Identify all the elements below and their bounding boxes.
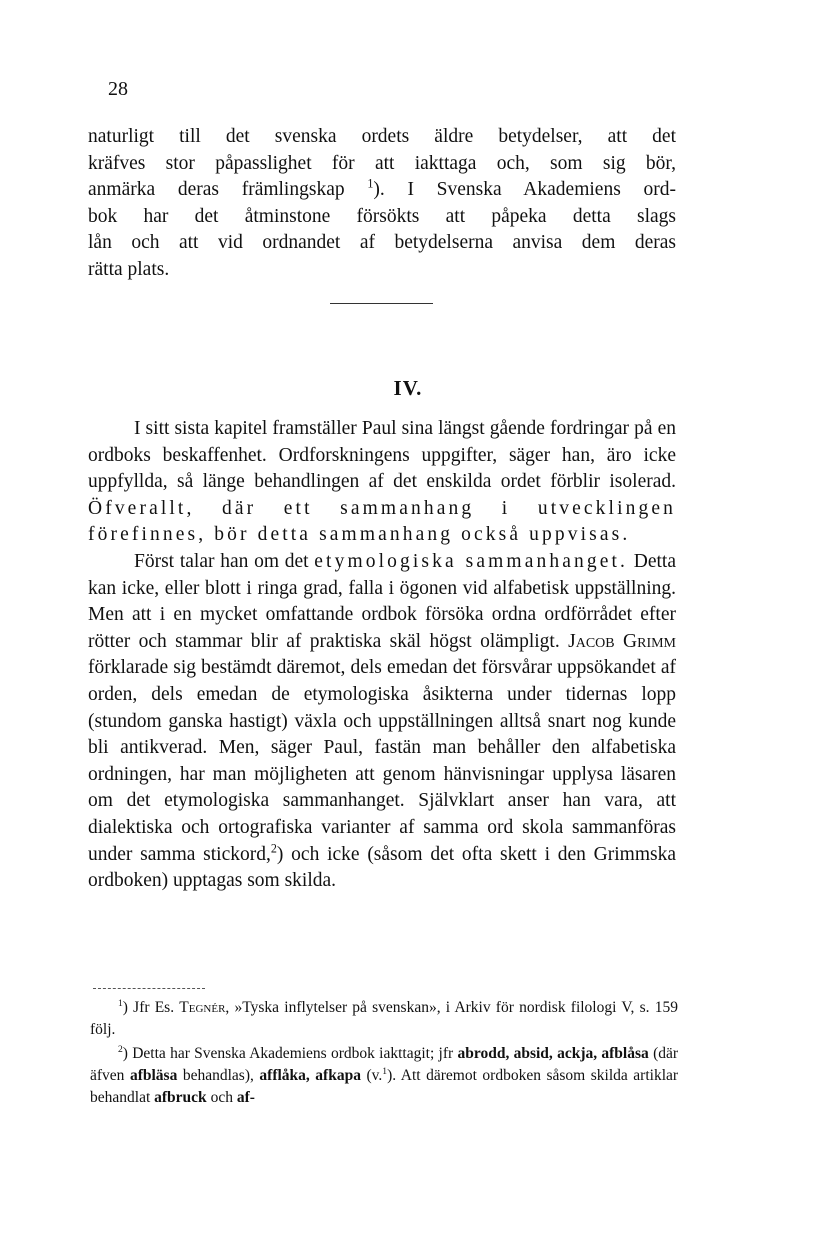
- footnote-2-bold-4: afbruck: [154, 1089, 207, 1106]
- footnote-2-text-f: och: [210, 1089, 233, 1106]
- author-name: Jacob Grimm: [568, 630, 677, 652]
- paragraph-two-text-d: ) och icke (såsom det ofta skett i den Grimmska ordboken) upptagas som skilda.: [88, 843, 676, 892]
- paragraph-one-text: I sitt sista kapitel framställer Paul sina längst gående fordringar på en ordboks beskaffenhet. Ordforskningens uppgifter, säger han, äro icke uppfyllda, så länge behandlingen af det enskilda ordet förblir isolerad.: [88, 418, 676, 493]
- footnote-ref-1[interactable]: 1: [367, 176, 374, 191]
- paragraph-two: [88, 549, 676, 895]
- footnote-1: [90, 997, 678, 1041]
- footnote-2-text-c: behandlas),: [182, 1067, 254, 1084]
- intro-line-2: kräfves stor påpasslighet för att iakttaga och, som sig bör,: [88, 152, 676, 174]
- section-divider: [330, 303, 433, 304]
- intro-line-3a: anmärka deras främlingskap: [88, 179, 345, 201]
- page-number: 28: [108, 78, 128, 100]
- footnote-2-bold-5: af-: [236, 1089, 255, 1106]
- footnote-2-bold-2: afbläsa: [129, 1067, 178, 1084]
- footnote-rule: [93, 988, 205, 989]
- paragraph-one-spaced: Öfverallt, där ett sammanhang i utvecklingen förefinnes, bör detta sammanhang också uppvisas.: [88, 497, 676, 546]
- footnote-1-marker: 1: [118, 997, 123, 1009]
- intro-line-3b: ). I Svenska Akademiens ord-: [373, 179, 676, 201]
- intro-line-3: [88, 177, 676, 204]
- footnote-2-bold-3: afflåka, afkapa: [259, 1067, 361, 1084]
- footnote-2-text-d: (v.: [366, 1067, 383, 1084]
- footnote-2-text-e: ). Att däremot ordboken såsom skilda artiklar behandlat: [90, 1067, 679, 1106]
- paragraph-two-text-b: Detta kan icke, eller blott i ringa grad, falla i ögonen vid alfabetisk uppställning. Men att i en mycket omfattande ordbok försöka ordna ordförrådet efter rötter och stammar blir af praktiska skäl högst olämpligt.: [88, 550, 677, 652]
- section-heading: IV.: [393, 376, 423, 400]
- footnotes: [90, 997, 678, 1111]
- footnote-1-author: Tegnér,: [179, 999, 230, 1016]
- intro-line-6: rätta plats.: [88, 258, 170, 280]
- footnote-1-text-b: »Tyska inflytelser på svenskan», i Arkiv för nordisk filologi V, s. 159 följ.: [90, 999, 678, 1038]
- footnote-1-text-a: ) Jfr Es.: [122, 999, 175, 1016]
- intro-line-5: lån och att vid ordnandet af betydelserna anvisa dem deras: [88, 232, 676, 254]
- body-text: [88, 416, 676, 895]
- paragraph-two-text-a: Först talar han om det: [134, 550, 309, 572]
- footnote-2-sub-ref: 1: [382, 1065, 388, 1077]
- footnote-ref-2[interactable]: 2: [270, 841, 277, 855]
- footnote-2-bold-1: abrodd, absid, ackja, afblåsa: [457, 1045, 649, 1062]
- intro-line-1: naturligt till det svenska ordets äldre betydelser, att det: [88, 126, 676, 147]
- footnote-2-marker: 2: [118, 1043, 123, 1055]
- footnote-2-text-a: ) Detta har Svenska Akademiens ordbok iakttagit; jfr: [122, 1045, 454, 1062]
- paragraph-two-text-c: förklarade sig bestämdt däremot, dels emedan det försvårar uppsökandet af orden, dels emedan de etymologiska åsikterna under tidernas lopp (stundom ganska hastigt) växla och uppställningen alltså snart nog kunde bli antikverad. Men, säger Paul, fastän man behåller den alfabetiska ordningen, har man möjligheten att genom hänvisningar upplysa läsaren om det etymologiska sammanhanget. Självklart anser han vara, att dialektiska och ortografiska varianter af samma ord skola sammanföras under samma stickord,: [88, 657, 676, 865]
- footnote-2: [90, 1043, 678, 1109]
- footnote-2-text-b: (där äfven: [90, 1045, 679, 1084]
- paragraph-one: [88, 416, 676, 549]
- intro-line-4: bok har det åtminstone försökts att påpeka detta slags: [88, 205, 676, 227]
- paragraph-two-spaced: etymologiska sammanhanget.: [314, 550, 629, 572]
- intro-paragraph: [88, 124, 676, 284]
